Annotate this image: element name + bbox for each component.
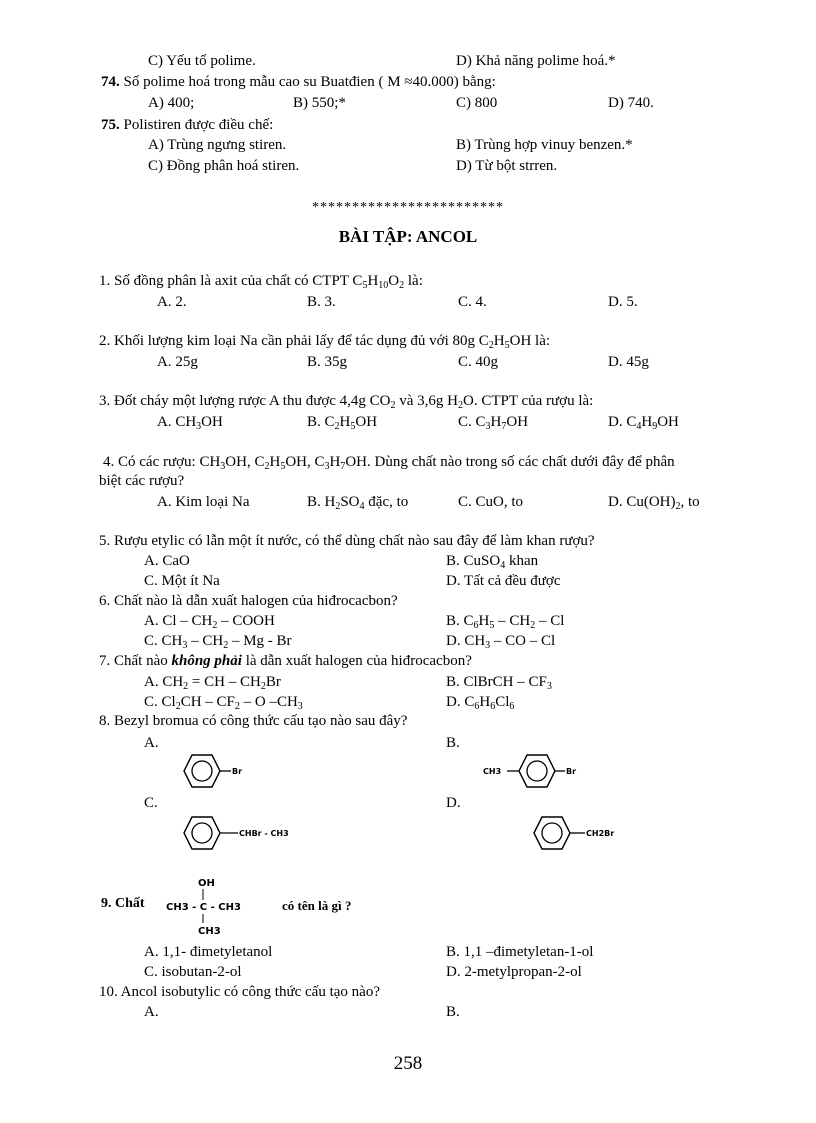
section-heading: BÀI TẬP: ANCOL	[338, 227, 478, 246]
q1-option-b: B. 3.	[307, 294, 336, 310]
q2-option-d: D. 45g	[608, 354, 649, 370]
q6-option-c: C. $CH_3 - CH_2$ – Mg - Br	[144, 633, 292, 651]
q9-main-chain: CH3 - C - CH3	[166, 902, 241, 913]
q7-option-b: B. ClBrCH – $CF_3$	[446, 674, 552, 692]
q8-structure-b	[483, 750, 613, 792]
question-4: 4. Có các rượu: $CH_3OH$, $C_2H_5OH$, $C_3H_7OH$. Dùng chất nào trong số các chất dưới đây để phân	[103, 454, 675, 472]
q74-option-c: C) 800	[456, 95, 498, 111]
q75-option-a: A) Trùng ngưng stiren.	[148, 137, 287, 153]
q5-option-b: B. CuSO$_4$ khan	[446, 553, 539, 571]
question-5: 5. Rượu etylic có lẫn một ít nước, có thể dùng chất nào sau đây để làm khan rượu?	[99, 533, 595, 549]
q75-option-d: D) Từ bột strren.	[456, 158, 558, 174]
q8-c-substituent: CHBr - CH3	[239, 829, 289, 838]
q9-option-d: D. 2-metylpropan-2-ol	[446, 964, 582, 980]
q8-b-substituent: Br	[566, 767, 577, 776]
q9-bottom-group: CH3	[198, 926, 221, 937]
q7-option-a: A. $CH_2$ = CH – $CH_2Br$	[144, 674, 281, 692]
q8-structure-c	[176, 812, 316, 854]
q6-option-d: D. $CH_3$ – CO – Cl	[446, 633, 556, 651]
question-6: 6. Chất nào là dẫn xuất halogen của hiđrocacbon?	[99, 593, 398, 609]
q6-option-a: A. Cl – $CH_2$ – COOH	[144, 613, 275, 631]
q2-option-b: B. 35g	[307, 354, 348, 370]
q9-option-b: B. 1,1 –đimetyletan-1-ol	[446, 944, 594, 960]
q8-option-d-label: D.	[446, 795, 461, 811]
q73-option-d: D) Khả năng polime hoá.*	[456, 53, 616, 69]
q1-option-d: D. 5.	[608, 294, 638, 310]
q6-option-b: B. $C_6H_5 - CH_2$ – Cl	[446, 613, 565, 631]
question-10: 10. Ancol isobutylic có công thức cấu tạo nào?	[99, 984, 380, 1000]
q8-a-substituent: Br	[232, 767, 243, 776]
q5-option-c: C. Một ít Na	[144, 573, 220, 589]
q8-b-left-substituent: CH3	[483, 767, 502, 776]
question-74: 74. Số polime hoá trong mẫu cao su Buatđien ( M ≈40.000) bằng:	[101, 74, 496, 90]
question-9-label: 9. Chất	[101, 896, 145, 911]
separator: ************************	[312, 200, 504, 215]
question-8: 8. Bezyl bromua có công thức cấu tạo nào sau đây?	[99, 713, 408, 729]
q8-d-substituent: CH2Br	[586, 829, 615, 838]
q3-option-c: C. $C_3H_7OH$	[458, 414, 529, 432]
q10-option-b: B.	[446, 1004, 460, 1020]
q2-option-a: A. 25g	[157, 354, 198, 370]
q74-option-d: D) 740.	[608, 95, 654, 111]
q74-option-b: B) 550;*	[293, 95, 346, 111]
q75-option-c: C) Đồng phân hoá stiren.	[148, 158, 300, 174]
q2-option-c: C. 40g	[458, 354, 499, 370]
page-number: 258	[393, 1053, 423, 1074]
question-75: 75. Polistiren được điều chế:	[101, 117, 274, 133]
q4-option-c: C. CuO, to	[458, 494, 524, 510]
q4-option-b: B. $H_2SO_4$ đặc, to	[307, 494, 409, 512]
q1-option-c: C. 4.	[458, 294, 487, 310]
q9-option-c: C. isobutan-2-ol	[144, 964, 242, 980]
q3-option-d: D. $C_4H_9OH$	[608, 414, 679, 432]
q4-option-d: D. $Cu(OH)_2$, to	[608, 494, 700, 512]
q5-option-a: A. CaO	[144, 553, 190, 569]
q75-option-b: B) Trùng hợp vinuy benzen.*	[456, 137, 633, 153]
question-2: 2. Khối lượng kim loại Na cần phải lấy để tác dụng đủ với 80g $C_2H_5OH$ là:	[99, 333, 551, 351]
q1-option-a: A. 2.	[157, 294, 187, 310]
q3-option-a: A. $CH_3OH$	[157, 414, 223, 432]
question-4-line2: biệt các rượu?	[99, 473, 185, 489]
q73-option-c: C) Yếu tố polime.	[148, 53, 256, 69]
q9-question-text: có tên là gì ?	[282, 898, 352, 913]
q7-option-d: D. $C_6H_6Cl_6$	[446, 694, 515, 712]
q9-structure	[162, 874, 372, 938]
question-1: 1. Số đồng phân là axit của chất có CTPT $C_5H_{10}O_2$ là:	[99, 273, 423, 291]
q8-option-b-label: B.	[446, 735, 460, 751]
q8-structure-d	[526, 812, 626, 854]
q10-option-a: A.	[144, 1004, 159, 1020]
q74-option-a: A) 400;	[148, 95, 195, 111]
question-7: 7. Chất nào không phải là dẫn xuất halogen của hiđrocacbon?	[99, 653, 472, 669]
q5-option-d: D. Tất cả đều được	[446, 573, 561, 589]
q7-option-c: C. $Cl_2CH - CF_2$ – O $-CH_3$	[144, 694, 303, 712]
question-3: 3. Đốt cháy một lượng rược A thu được 4,4g $CO_2$ và 3,6g $H_2O$. CTPT của rượu là:	[99, 393, 594, 411]
q9-option-a: A. 1,1- đimetyletanol	[144, 944, 273, 960]
q8-structure-a	[176, 750, 266, 792]
q3-option-b: B. $C_2H_5OH$	[307, 414, 378, 432]
q4-option-a: A. Kim loại Na	[157, 494, 250, 510]
q8-option-c-label: C.	[144, 795, 158, 811]
q9-oh-group: OH	[198, 878, 215, 889]
q8-option-a-label: A.	[144, 735, 159, 751]
